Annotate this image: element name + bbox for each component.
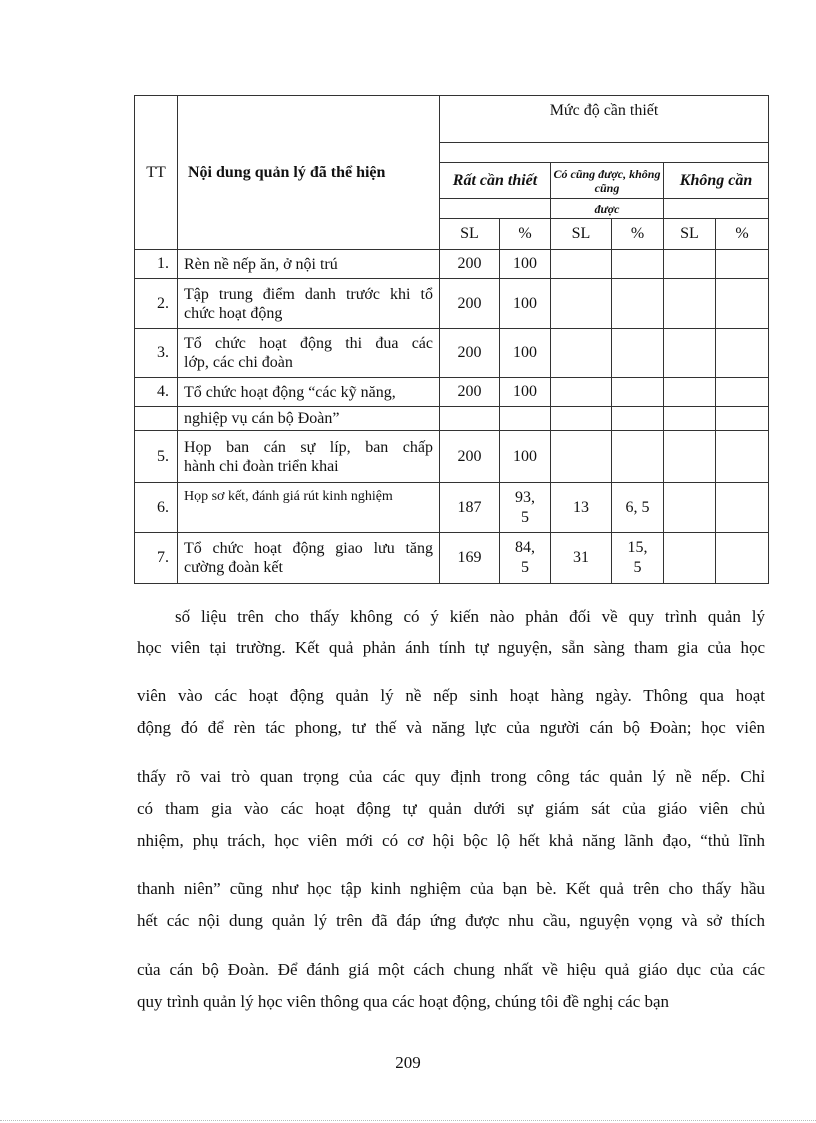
row-content	[178, 483, 440, 533]
table-row	[135, 329, 769, 378]
body-line	[137, 959, 765, 981]
pct-optional	[612, 329, 664, 378]
pct-not	[716, 407, 769, 431]
pct-line: 5	[633, 559, 642, 576]
pct-optional	[612, 250, 664, 279]
row-content	[178, 279, 440, 329]
page-number: 209	[395, 1053, 421, 1072]
row-content	[178, 431, 440, 483]
row-number: 3.	[135, 329, 178, 378]
header-spacer	[440, 143, 769, 163]
group-not-needed: Không cần	[664, 163, 769, 199]
sub-header-sl-2: SL	[551, 219, 612, 250]
pct-very	[500, 533, 551, 584]
paragraph-line: của cán bộ Đoàn. Để đánh giá một cách chung nhất về hiệu quả giáo dục của các	[137, 960, 765, 979]
pct-line: 5	[521, 508, 529, 526]
sl-optional	[551, 250, 612, 279]
sl-very: 200	[440, 279, 500, 329]
group-spacer-1	[440, 199, 551, 219]
sl-very: 169	[440, 533, 500, 584]
row-number	[135, 407, 178, 431]
sl-optional	[551, 407, 612, 431]
table-row	[135, 407, 769, 431]
table-row	[135, 431, 769, 483]
paragraph-line: hết các nội dung quản lý trên đã đáp ứng được nhu cầu, nguyện vọng và sở thích	[137, 911, 765, 930]
group-spacer-3	[664, 199, 769, 219]
content-line: Họp ban cán sự líp, ban chấp	[184, 438, 433, 456]
pct-very: 100	[500, 329, 551, 378]
body-line	[137, 830, 765, 852]
content-header: Nội dung quản lý đã thể hiện	[178, 96, 440, 250]
paragraph-line: viên vào các hoạt động quản lý nề nếp sinh hoạt hàng ngày. Thông qua hoạt	[137, 686, 765, 705]
paragraph-line: thanh niên” cũng như học tập kinh nghiệm của bạn bè. Kết quả trên cho thấy hầu	[137, 879, 765, 898]
content-line: Rèn nề nếp ăn, ở nội trú	[184, 255, 338, 273]
sl-very: 200	[440, 329, 500, 378]
sl-not	[664, 378, 716, 407]
pct-very: 100	[500, 250, 551, 279]
sl-very: 187	[440, 483, 500, 533]
sub-header-pct-1: %	[500, 219, 551, 250]
sl-not	[664, 407, 716, 431]
row-number: 6.	[135, 483, 178, 533]
pct-not	[716, 250, 769, 279]
sl-optional: 31	[551, 533, 612, 584]
row-number: 4.	[135, 378, 178, 407]
body-line	[137, 685, 765, 707]
body-line	[137, 606, 765, 628]
content-line: Họp sơ kết, đánh giá rút kinh nghiệm	[184, 489, 393, 504]
sub-header-pct-3: %	[716, 219, 769, 250]
pct-line: 93,	[515, 488, 535, 506]
body-line	[137, 766, 765, 788]
table-row	[135, 250, 769, 279]
pct-line: 15,	[627, 539, 648, 556]
row-content	[178, 533, 440, 584]
row-content	[178, 378, 440, 407]
table-row	[135, 279, 769, 329]
pct-very	[500, 407, 551, 431]
sl-not	[664, 533, 716, 584]
pct-very: 100	[500, 431, 551, 483]
content-line: Tổ chức hoạt động “các kỹ năng,	[184, 383, 396, 401]
sl-not	[664, 431, 716, 483]
table-row	[135, 378, 769, 407]
paragraph-line: học viên tại trường. Kết quả phản ánh tính tự nguyện, sẵn sàng tham gia của học	[137, 638, 765, 657]
row-content	[178, 329, 440, 378]
group-optional-cont: được	[551, 199, 664, 219]
pct-not	[716, 483, 769, 533]
sl-very: 200	[440, 431, 500, 483]
row-number: 5.	[135, 431, 178, 483]
pct-very	[500, 483, 551, 533]
level-header: Mức độ cần thiết	[440, 96, 769, 143]
sl-optional	[551, 279, 612, 329]
pct-not	[716, 329, 769, 378]
row-number: 7.	[135, 533, 178, 584]
table-row	[135, 533, 769, 584]
pct-not	[716, 533, 769, 584]
sl-not	[664, 483, 716, 533]
sl-not	[664, 279, 716, 329]
content-line: Tổ chức hoạt động thi đua các	[184, 335, 433, 352]
body-line	[137, 717, 765, 739]
content-line: hành chi đoàn triển khai	[184, 457, 339, 475]
sub-header-sl-3: SL	[664, 219, 716, 250]
sl-very: 200	[440, 378, 500, 407]
body-line	[137, 878, 765, 900]
sl-not	[664, 250, 716, 279]
pct-very: 100	[500, 378, 551, 407]
sl-optional	[551, 329, 612, 378]
content-line: cường đoàn kết	[184, 559, 283, 576]
pct-optional	[612, 279, 664, 329]
pct-optional	[612, 407, 664, 431]
pct-optional	[612, 431, 664, 483]
body-line	[137, 910, 765, 932]
sl-optional	[551, 431, 612, 483]
pct-optional	[612, 533, 664, 584]
sub-header-sl-1: SL	[440, 219, 500, 250]
pct-line: 5	[521, 559, 529, 576]
row-number: 1.	[135, 250, 178, 279]
content-line: nghiệp vụ cán bộ Đoàn”	[184, 410, 340, 427]
sub-header-pct-2: %	[612, 219, 664, 250]
row-content	[178, 250, 440, 279]
group-optional: Có cũng được, không cũng	[551, 163, 664, 199]
sl-very	[440, 407, 500, 431]
content-line: Tổ chức hoạt động giao lưu tăng	[184, 540, 433, 557]
paragraph-line: động đó để rèn tác phong, tư thế và năng lực của người cán bộ Đoàn; học viên	[137, 718, 765, 737]
sl-not	[664, 329, 716, 378]
sl-optional: 13	[551, 483, 612, 533]
body-line	[137, 991, 765, 1013]
table-row	[135, 483, 769, 533]
sl-optional	[551, 378, 612, 407]
paragraph-line: số liệu trên cho thấy không có ý kiến nào phản đối về quy trình quản lý	[175, 607, 765, 626]
row-number: 2.	[135, 279, 178, 329]
pct-optional	[612, 378, 664, 407]
pct-very: 100	[500, 279, 551, 329]
sl-very: 200	[440, 250, 500, 279]
page-bottom-rule	[0, 1120, 816, 1121]
tt-header: TT	[135, 96, 178, 250]
group-very-necessary: Rất cần thiết	[440, 163, 551, 199]
content-line: Tập trung điểm danh trước khi tổ	[184, 285, 433, 303]
content-line: chức hoạt động	[184, 304, 283, 322]
survey-table	[134, 95, 769, 584]
paragraph-line: quy trình quản lý học viên thông qua các hoạt động, chúng tôi đề nghị các bạn	[137, 992, 670, 1011]
paragraph-line: thấy rõ vai trò quan trọng của các quy định trong công tác quản lý nề nếp. Chỉ	[137, 767, 765, 786]
body-line	[137, 798, 765, 820]
pct-optional: 6, 5	[612, 483, 664, 533]
paragraph-line: nhiệm, phụ trách, học viên mới có cơ hội bộc lộ hết khả năng lãnh đạo, “thủ lĩnh	[137, 831, 765, 850]
pct-not	[716, 279, 769, 329]
pct-not	[716, 431, 769, 483]
pct-line: 84,	[515, 539, 535, 556]
content-line: lớp, các chi đoàn	[184, 354, 293, 371]
body-line	[137, 637, 765, 659]
row-content	[178, 407, 440, 431]
pct-not	[716, 378, 769, 407]
paragraph-line: có tham gia vào các hoạt động tự quản dưới sự giám sát của giáo viên chủ	[137, 799, 765, 818]
